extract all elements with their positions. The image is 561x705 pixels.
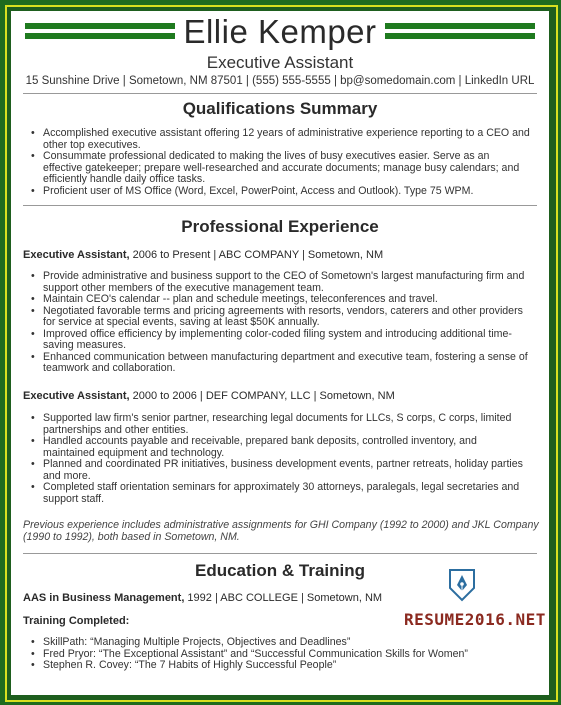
pen-nib-shield-icon	[448, 568, 476, 602]
list-item: • Planned and coordinated PR initiatives, business development events, partner retreats, holiday parties and more.	[31, 459, 531, 482]
contact-line: 15 Sunshine Drive | Sometown, NM 87501 | (555) 555-5555 | bp@somedomain.com | LinkedIn URL	[25, 75, 535, 87]
training-label-line	[23, 615, 129, 627]
list-item: • Handled accounts payable and receivable, prepared bank deposits, controlled inventory, and maintained equipment and technology.	[31, 436, 531, 459]
job-1-list	[11, 271, 536, 375]
list-item: • Stephen R. Covey: “The 7 Habits of Highly Successful People”	[31, 660, 471, 672]
divider	[23, 205, 537, 206]
job-role: Executive Assistant,	[23, 249, 130, 261]
qualifications-heading: Qualifications Summary	[182, 99, 378, 118]
job-line	[23, 249, 383, 261]
job-details: 2006 to Present | ABC COMPANY | Sometown, NM	[129, 249, 384, 261]
list-item: • Supported law firm's senior partner, researching legal documents for LLCs, S corps, C corps, limited partnerships and other entities.	[31, 413, 531, 436]
degree-line	[23, 592, 382, 604]
divider	[23, 93, 537, 94]
candidate-name: Ellie Kemper	[175, 13, 384, 51]
list-item: • Maintain CEO's calendar -- plan and schedule meetings, teleconferences and travel.	[31, 294, 536, 306]
qualifications-list	[11, 128, 531, 197]
education-heading: Education & Training	[194, 561, 365, 580]
experience-heading: Professional Experience	[181, 217, 379, 236]
name-wrap	[11, 13, 549, 51]
job-line	[23, 390, 395, 402]
list-item: • Fred Pryor: “The Exceptional Assistant” and “Successful Communication Skills for Women”	[31, 649, 471, 661]
list-item: • Improved office efficiency by implementing color-coded filing system and introducing additional time-saving measures.	[31, 329, 536, 352]
job-role: Executive Assistant,	[23, 390, 130, 402]
degree: AAS in Business Management,	[23, 592, 185, 604]
job-title: Executive Assistant	[206, 53, 354, 72]
list-item: • Negotiated favorable terms and pricing agreements with resorts, vendors, caterers and other providers for service at special events, saving at least $50K annually.	[31, 306, 536, 329]
divider	[23, 553, 537, 554]
resume-page	[11, 11, 549, 695]
list-item: • Accomplished executive assistant offering 12 years of administrative experience reporting to a CEO and other top executives.	[31, 128, 531, 151]
job-2-list	[11, 413, 531, 505]
watermark-text: RESUME2016.NET	[404, 610, 546, 629]
list-item: • Provide administrative and business support to the CEO of Sometown's largest manufacturing firm and support other members of the executive management team.	[31, 271, 536, 294]
list-item: • Consummate professional dedicated to making the lives of busy executives easier. Serve as an effective gatekeeper; prepare well-researched and accurate documents; manage busy calendars; and efficiently handle daily office tasks.	[31, 151, 531, 186]
job-details: 2000 to 2006 | DEF COMPANY, LLC | Sometown, NM	[129, 390, 395, 402]
previous-experience-note: Previous experience includes administrative assignments for GHI Company (1992 to 2000) and JKL Company (1990 to 1992), both based in Sometown, NM.	[23, 519, 539, 543]
list-item: • Completed staff orientation seminars for approximately 30 attorneys, paralegals, legal secretaries and support staff.	[31, 482, 531, 505]
training-label: Training Completed:	[23, 615, 130, 627]
training-list	[11, 637, 471, 672]
list-item: • Enhanced communication between manufacturing department and executive team, fostering a sense of teamwork and collaboration.	[31, 352, 536, 375]
list-item: • Proficient user of MS Office (Word, Excel, PowerPoint, Access and Outlook). Type 75 WPM.	[31, 186, 531, 198]
list-item: • SkillPath: “Managing Multiple Projects, Objectives and Deadlines”	[31, 637, 471, 649]
degree-details: 1992 | ABC COLLEGE | Sometown, NM	[184, 592, 383, 604]
